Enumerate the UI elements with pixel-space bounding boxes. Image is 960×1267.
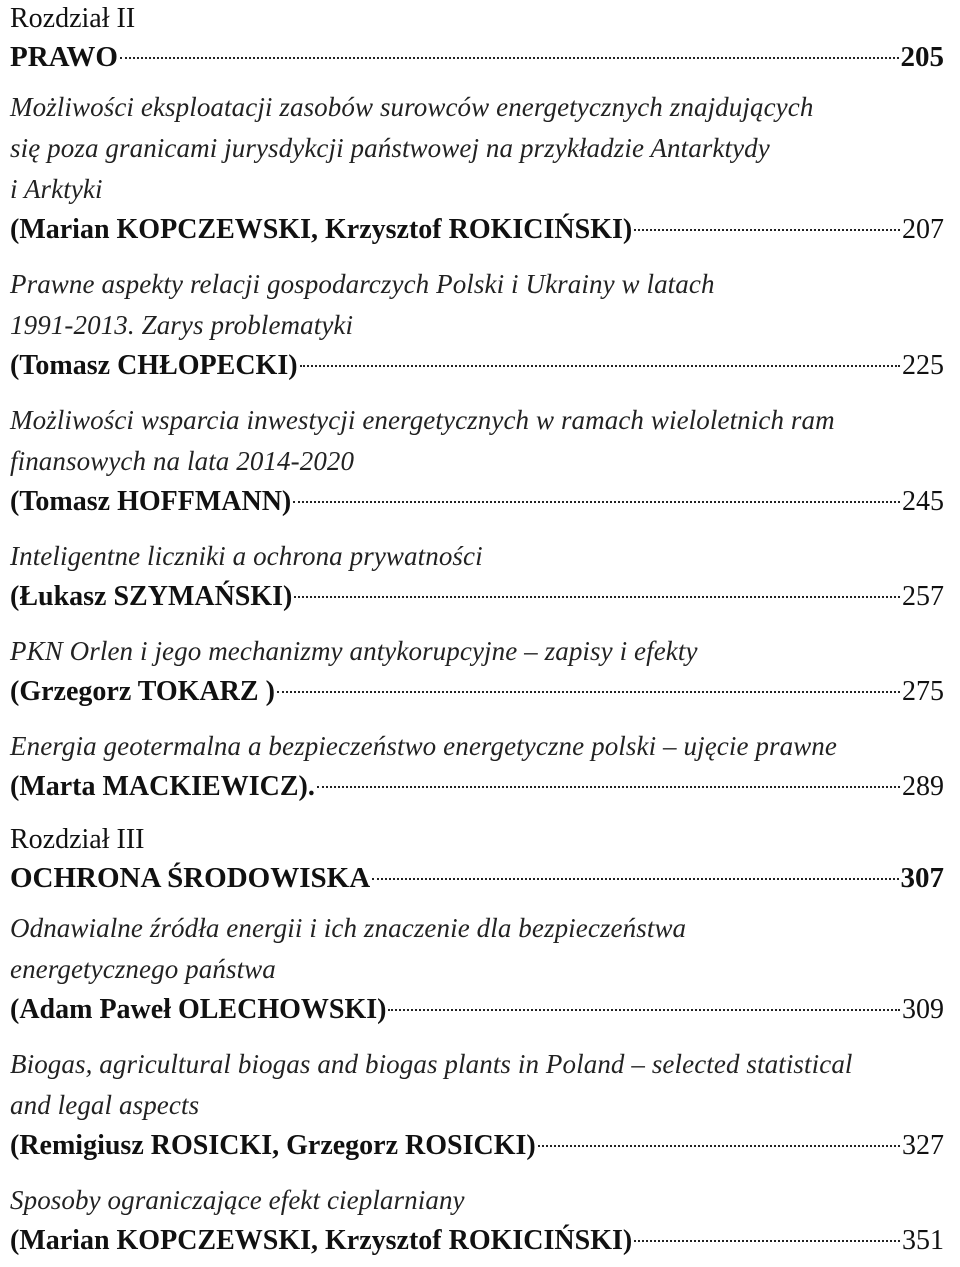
page-number: 307 xyxy=(900,862,944,894)
dot-leader xyxy=(293,501,900,503)
dot-leader xyxy=(634,229,900,231)
dot-leader xyxy=(372,878,898,880)
entry-title-line: Prawne aspekty relacji gospodarczych Polski i Ukrainy w latach xyxy=(10,269,715,299)
entry-title xyxy=(10,536,944,577)
entry-title-line: się poza granicami jurysdykcji państwowej na przykładzie Antarktydy xyxy=(10,133,770,163)
entry-title-line: Odnawialne źródła energii i ich znaczenie dla bezpieczeństwa xyxy=(10,913,687,943)
toc-entry[interactable] xyxy=(10,264,944,386)
page-number: 275 xyxy=(902,676,944,707)
entry-title xyxy=(10,726,944,767)
dot-leader xyxy=(277,691,900,693)
page-number: 245 xyxy=(902,486,944,517)
toc-entry[interactable] xyxy=(10,908,944,1030)
entry-title xyxy=(10,631,944,672)
entry-authors: (Marta MACKIEWICZ). xyxy=(10,771,315,802)
page-number: 309 xyxy=(902,994,944,1025)
entry-title-line: and legal aspects xyxy=(10,1090,200,1120)
author-line xyxy=(10,1126,944,1166)
entry-title-line: Biogas, agricultural biogas and biogas plants in Poland – selected statistical xyxy=(10,1049,853,1079)
dot-leader xyxy=(538,1145,900,1147)
dot-leader xyxy=(634,1240,900,1242)
entry-authors: (Marian KOPCZEWSKI, Krzysztof ROKICIŃSKI) xyxy=(10,1225,633,1256)
toc-entry[interactable] xyxy=(10,536,944,617)
author-line xyxy=(10,672,944,712)
entry-title xyxy=(10,1044,944,1126)
dot-leader xyxy=(388,1009,900,1011)
toc-entry[interactable] xyxy=(10,400,944,522)
entry-title-line: Sposoby ograniczające efekt cieplarniany xyxy=(10,1185,465,1215)
chapter-3-section xyxy=(10,821,944,1261)
dot-leader xyxy=(317,786,900,788)
author-line xyxy=(10,210,944,250)
author-line xyxy=(10,482,944,522)
author-line xyxy=(10,346,944,386)
author-line xyxy=(10,1221,944,1261)
entry-title-line: finansowych na lata 2014-2020 xyxy=(10,446,355,476)
entry-authors: (Grzegorz TOKARZ ) xyxy=(10,676,275,707)
page-number: 207 xyxy=(902,214,944,245)
author-line xyxy=(10,577,944,617)
author-line xyxy=(10,990,944,1030)
toc-entry[interactable] xyxy=(10,726,944,807)
entry-title-line: Inteligentne liczniki a ochrona prywatności xyxy=(10,541,483,571)
entry-authors: (Tomasz HOFFMANN) xyxy=(10,486,292,517)
entry-title-line: PKN Orlen i jego mechanizmy antykorupcyjne – zapisy i efekty xyxy=(10,636,698,666)
dot-leader xyxy=(294,596,900,598)
chapter-title: PRAWO xyxy=(10,41,118,73)
author-line xyxy=(10,767,944,807)
chapter-title-line[interactable] xyxy=(10,37,944,77)
entry-authors: (Łukasz SZYMAŃSKI) xyxy=(10,581,293,612)
entry-title xyxy=(10,1180,944,1221)
entry-title-line: Energia geotermalna a bezpieczeństwo energetyczne polski – ujęcie prawne xyxy=(10,731,837,761)
page-number: 257 xyxy=(902,581,944,612)
dot-leader xyxy=(300,365,900,367)
entry-title xyxy=(10,87,944,210)
page-number: 289 xyxy=(902,771,944,802)
entry-title-line: Możliwości wsparcia inwestycji energetycznych w ramach wieloletnich ram xyxy=(10,405,835,435)
entry-title xyxy=(10,264,944,346)
dot-leader xyxy=(120,57,899,59)
chapter-title: OCHRONA ŚRODOWISKA xyxy=(10,862,371,894)
page-number: 351 xyxy=(902,1225,944,1256)
toc-entry[interactable] xyxy=(10,87,944,250)
entry-authors: (Remigiusz ROSICKI, Grzegorz ROSICKI) xyxy=(10,1130,536,1161)
entry-authors: (Marian KOPCZEWSKI, Krzysztof ROKICIŃSKI) xyxy=(10,214,633,245)
entry-title-line: 1991-2013. Zarys problematyki xyxy=(10,310,354,340)
entry-authors: (Adam Paweł OLECHOWSKI) xyxy=(10,994,387,1025)
chapter-2-section xyxy=(10,0,944,807)
page-number: 205 xyxy=(900,41,944,73)
entry-title-line: Możliwości eksploatacji zasobów surowców energetycznych znajdujących xyxy=(10,92,814,122)
chapter-label: Rozdział II xyxy=(10,3,136,34)
chapter-label: Rozdział III xyxy=(10,824,145,855)
page-number: 225 xyxy=(902,350,944,381)
page-number: 327 xyxy=(902,1130,944,1161)
entry-title xyxy=(10,908,944,990)
entry-title-line: i Arktyki xyxy=(10,174,103,204)
entry-title xyxy=(10,400,944,482)
chapter-title-line[interactable] xyxy=(10,858,944,898)
entry-title-line: energetycznego państwa xyxy=(10,954,276,984)
toc-entry[interactable] xyxy=(10,1180,944,1261)
toc-entry[interactable] xyxy=(10,1044,944,1166)
toc-entry[interactable] xyxy=(10,631,944,712)
entry-authors: (Tomasz CHŁOPECKI) xyxy=(10,350,298,381)
